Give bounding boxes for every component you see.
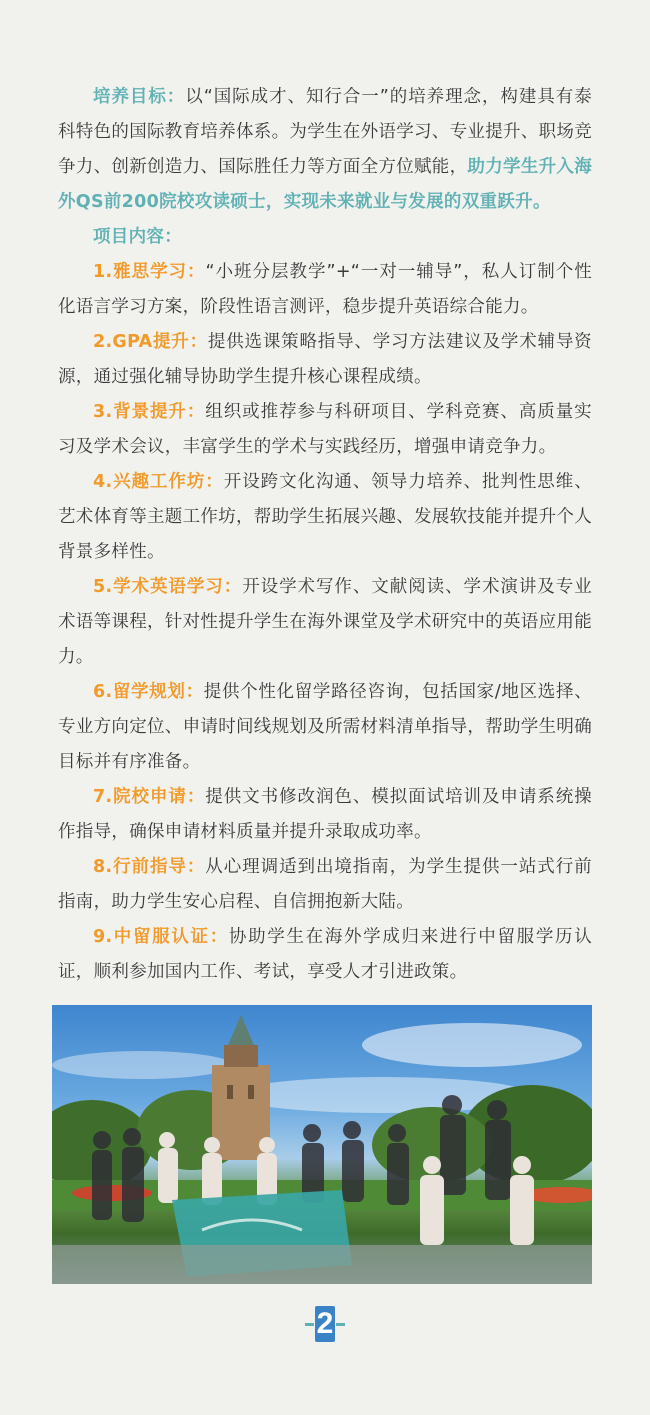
item-label: 8.行前指导： — [93, 857, 206, 877]
list-item — [58, 255, 592, 325]
item-label: 5.学术英语学习： — [93, 577, 243, 597]
item-text: 协助学生在海外学成归来进行中留服学历认证，顺利参加国内工作、考试，享受人才引进政策。 — [58, 927, 592, 982]
item-text: 提供文书修改润色、模拟面试培训及申请系统操作指导，确保申请材料质量并提升录取成功率。 — [58, 787, 592, 842]
page-number-badge — [302, 1306, 348, 1342]
item-text: 开设跨文化沟通、领导力培养、批判性思维、艺术体育等主题工作坊，帮助学生拓展兴趣、发展软技能并提升个人背景多样性。 — [58, 472, 593, 562]
list-item — [58, 325, 592, 395]
item-label: 1.雅思学习： — [93, 262, 206, 282]
list-item — [58, 570, 592, 675]
list-item — [58, 675, 592, 780]
page-number: 2 — [316, 1307, 334, 1340]
item-text: 提供个性化留学路径咨询，包括国家/地区选择、专业方向定位、申请时间线规划及所需材料清单指导，帮助学生明确目标并有序准备。 — [58, 682, 592, 772]
item-text: 开设学术写作、文献阅读、学术演讲及专业术语等课程，针对性提升学生在海外课堂及学术研究中的英语应用能力。 — [58, 577, 592, 667]
item-label: 4.兴趣工作坊： — [93, 472, 224, 492]
item-label: 9.中留服认证： — [93, 927, 229, 947]
item-label: 3.背景提升： — [93, 402, 206, 422]
list-item — [58, 465, 592, 570]
item-label: 7.院校申请： — [93, 787, 206, 807]
item-text: “小班分层教学”+“一对一辅导”，私人订制个性化语言学习方案，阶段性语言测评，稳步提升英语综合能力。 — [58, 262, 592, 317]
item-label: 6.留学规划： — [93, 682, 204, 702]
list-item — [58, 395, 592, 465]
group-photo-illustration — [52, 1005, 592, 1284]
item-text: 提供选课策略指导、学习方法建议及学术辅导资源，通过强化辅导协助学生提升核心课程成绩。 — [58, 332, 592, 387]
item-text: 组织或推荐参与科研项目、学科竞赛、高质量实习及学术会议，丰富学生的学术与实践经历，增强申请竞争力。 — [58, 402, 592, 457]
item-label: 2.GPA提升： — [93, 332, 208, 352]
section-heading: 项目内容： — [93, 227, 182, 247]
intro-label: 培养目标： — [93, 87, 186, 107]
intro-text: 以“国际成才、知行合一”的培养理念，构建具有泰科特色的国际教育培养体系。为学生在外语学习、专业提升、职场竞争力、创新创造力、国际胜任力等方面全方位赋能， — [58, 87, 593, 177]
intro-highlight: 助力学生升入海外QS前200院校攻读硕士，实现未来就业与发展的双重跃升。 — [58, 157, 593, 212]
list-item — [58, 920, 592, 990]
main-content — [58, 80, 592, 990]
item-text: 从心理调适到出境指南，为学生提供一站式行前指南，助力学生安心启程、自信拥抱新大陆。 — [58, 857, 592, 912]
list-item — [58, 850, 592, 920]
page-number-dash-right — [336, 1323, 345, 1326]
intro-paragraph — [58, 80, 592, 220]
group-photo — [52, 1005, 592, 1284]
list-item — [58, 780, 592, 850]
page-number-dash-left — [305, 1323, 314, 1326]
